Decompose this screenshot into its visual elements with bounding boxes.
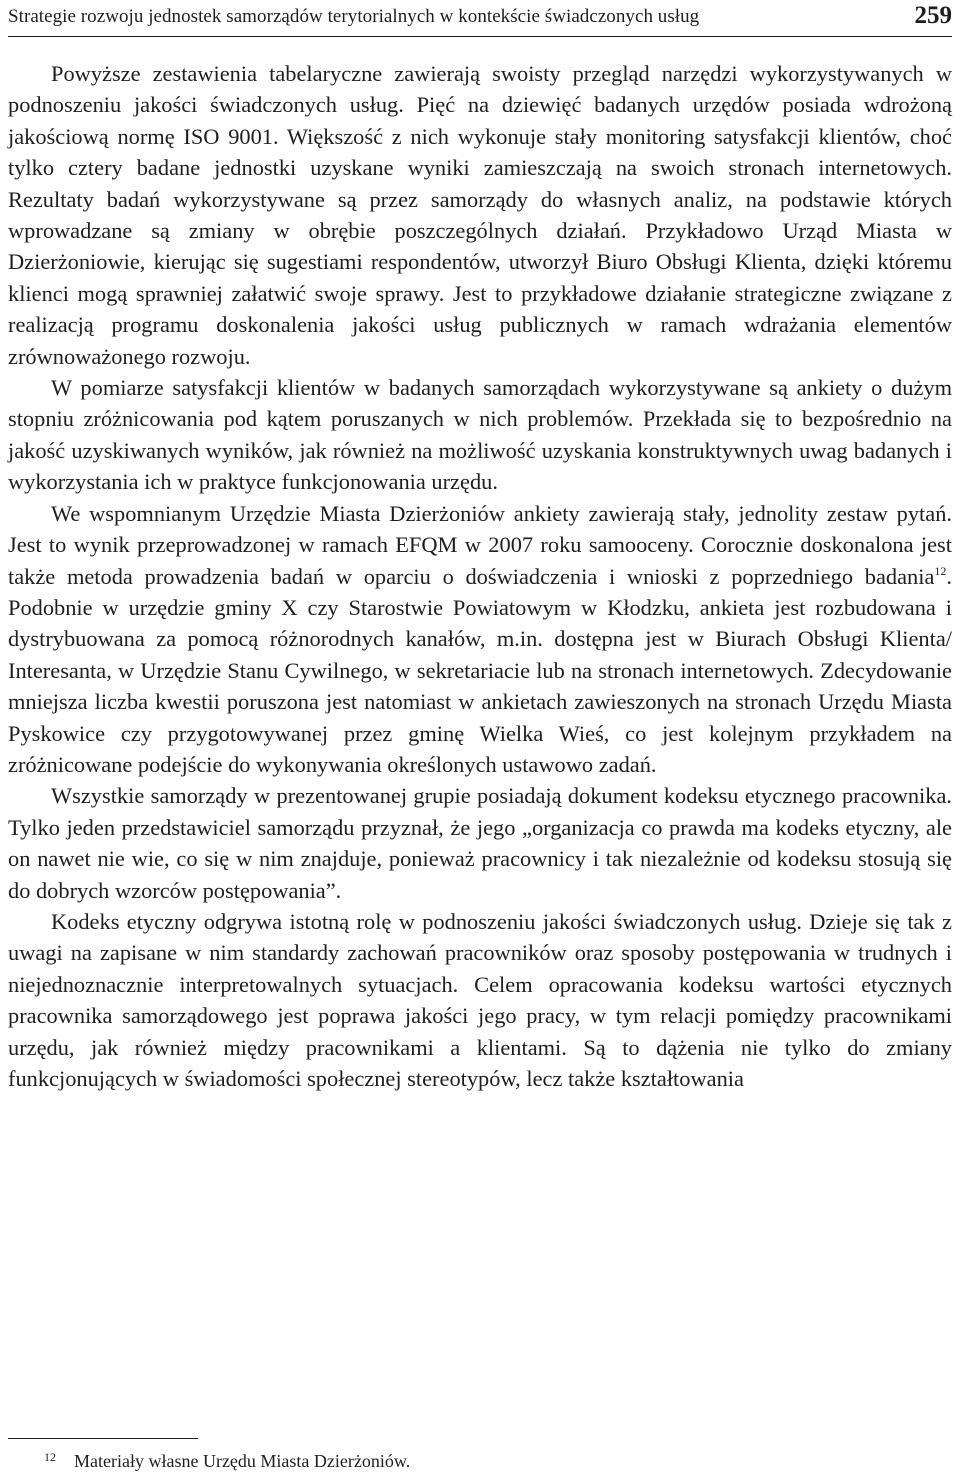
paragraph: Kodeks etyczny odgrywa istotną rolę w podnoszeniu jakości świadczonych usług. Dzieje się tak z uwagi na zapisane w nim standardy zachowań pracowników oraz sposoby postępowania w trudnych i niejednoznacznie interpretowalnych sytuacjach. Celem opracowania kodeksu wartości etycznych pracownika samorządowego jest poprawa jakości jego pracy, w tym relacji pomiędzy pracownikami urzędu, jak również między pracownikami a klientami. Są to dążenia nie tylko do zmiany funkcjonujących w świadomości społecznej stereotypów, lecz także kształtowania — [8, 908, 952, 1091]
footnote-reference[interactable]: 12 — [934, 563, 947, 578]
running-header — [8, 0, 952, 37]
page-number: 259 — [914, 2, 952, 29]
running-header-title: Strategie rozwoju jednostek samorządów terytorialnych w kontekście świadczonych usług — [8, 6, 700, 27]
body-text — [8, 58, 952, 1094]
footnote-separator — [8, 1438, 198, 1439]
paragraph — [8, 498, 952, 781]
paragraph-text: . Podobnie w urzędzie gminy X czy Starostwie Powiatowym w Kłodzku, ankieta jest rozbudowana i dystrybuowana za pomocą różnorodnych kanałów, m.in. dostępna jest w Biurach Obsługi Klienta/ Interesanta, w Urzędzie Stanu Cywilnego, w sekretariacie lub na stronach internetowych. Zdecydowanie mniejsza liczba kwestii poruszona jest natomiast w ankietach zawieszonych na stronach Urzędu Miasta Pyskowice czy przygotowywanej przez gminę Wielka Wieś, co jest kolejnym przykładem na zróżnicowane podejście do wykonywania określonych ustawowo zadań. — [8, 563, 952, 777]
paragraph: Powyższe zestawienia tabelaryczne zawierają swoisty przegląd narzędzi wykorzystywanych w podnoszeniu jakości świadczonych usług. Pięć na dziewięć badanych urzędów posiada wdrożoną jakościową normę ISO 9001. Większość z nich wykonuje stały monitoring satysfakcji klientów, choć tylko cztery badane jednostki uzyskane wyniki zamieszczają na swoich stronach internetowych. Rezultaty badań wykorzystywane są przez samorządy do własnych analiz, na podstawie których wprowadzane są zmiany w obrębie poszczególnych działań. Przykładowo Urząd Miasta w Dzierżoniowie, kierując się sugestiami respondentów, utworzył Biuro Obsługi Klienta, dzięki któremu klienci mogą sprawniej załatwić swoje sprawy. Jest to przykładowe działanie strategiczne związane z realizacją programu doskonalenia jakości usług publicznych w ramach wdrażania elementów zrównoważonego rozwoju. — [8, 61, 952, 369]
paragraph: Wszystkie samorządy w prezentowanej grupie posiadają dokument kodeksu etycznego pracownika. Tylko jeden przedstawiciel samorządu przyznał, że jego „organizacja co prawda ma kodeks etyczny, ale on nawet nie wie, co się w nim znajduje, ponieważ pracownicy i tak niezależnie od kodeksu stosują się do dobrych wzorców postępowania”. — [8, 783, 952, 903]
paragraph: W pomiarze satysfakcji klientów w badanych samorządach wykorzystywane są ankiety o dużym stopniu zróżnicowania pod kątem poruszanych w nich problemów. Przekłada się to bezpośrednio na jakość uzyskiwanych wyników, jak również na możliwość uzyskania konstruktywnych uwag badanych i wykorzystania ich w praktyce funkcjonowania urzędu. — [8, 375, 952, 495]
footnote-text: Materiały własne Urzędu Miasta Dzierżoniów. — [74, 1451, 411, 1471]
footnote: 12 Materiały własne Urzędu Miasta Dzierżoniów. — [44, 1450, 411, 1471]
paragraph-text: We wspomnianym Urzędzie Miasta Dzierżoniów ankiety zawierają stały, jednolity zestaw pytań. Jest to wynik przeprowadzonej w ramach EFQM w 2007 roku samooceny. Corocznie doskonalona jest także metoda prowadzenia badań w oparciu o doświadczenia i wnioski z poprzedniego badania — [8, 500, 952, 589]
